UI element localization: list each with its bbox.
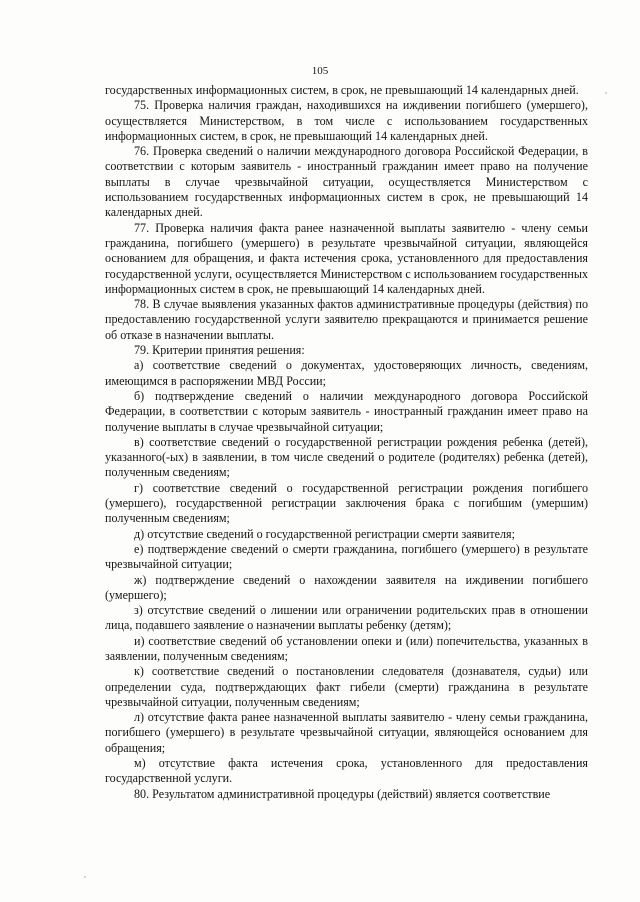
paragraph-78: 78. В случае выявления указанных фактов административные процедуры (действия) по предоставлению государственной услуги заявителю прекращаются и принимается решение об отказе в назначении выплаты. <box>105 297 588 342</box>
criterion-g: г) соответствие сведений о государственной регистрации рождения погибшего (умершего), государственной регистрации заключения брака с погибшим (умершим) полученным сведениям; <box>105 480 588 526</box>
criterion-b: б) подтверждение сведений о наличии международного договора Российской Федерации, в соответствии с которым заявитель - иностранный гражданин имеет право на получение выплаты в случае чрезвычайной ситуации; <box>105 388 588 434</box>
criterion-v: в) соответствие сведений о государственной регистрации рождения ребенка (детей), указанного(-ых) в заявлении, в том числе сведений о родителе (родителях) ребенка (детей), полученным сведениям; <box>105 434 588 480</box>
paragraph-76: 76. Проверка сведений о наличии международного договора Российской Федерации, в соответствии с которым заявитель - иностранный гражданин имеет право на получение выплаты в случае чрезвычайной ситуации, осуществляется Министерством с использованием государственных информационных систем в срок, не превышающий 14 календарных дней. <box>105 144 588 220</box>
page-number: 105 <box>311 65 329 77</box>
paragraph-continuation: государственных информационных систем, в срок, не превышающий 14 календарных дней. <box>105 83 579 97</box>
paragraph-77: 77. Проверка наличия факта ранее назначенной выплаты заявителю - члену семьи гражданина, погибшего (умершего) в результате чрезвычайной ситуации, являющейся основанием для обращения, и факта истечения срока, установленного для предоставления государственной услуги, осуществляется Министерством с использованием государственных информационных систем в срок, не превышающий 14 календарных дней. <box>105 220 588 296</box>
criterion-l: л) отсутствие факта ранее назначенной выплаты заявителю - члену семьи гражданина, погибшего (умершего) в результате чрезвычайной ситуации, являющейся основанием для обращения; <box>105 710 588 755</box>
criterion-zh: ж) подтверждение сведений о нахождении заявителя на иждивении погибшего (умершего); <box>105 572 588 602</box>
criterion-e: е) подтверждение сведений о смерти гражданина, погибшего (умершего) в результате чрезвычайной ситуации; <box>105 541 588 572</box>
criterion-k: к) соответствие сведений о постановлении следователя (дознавателя, судьи) или определении суда, подтверждающих факт гибели (смерти) гражданина в результате чрезвычайной ситуации, полученным сведениям; <box>105 664 588 709</box>
criterion-a: а) соответствие сведений о документах, удостоверяющих личность, сведениям, имеющимся в распоряжении МВД России; <box>105 358 588 388</box>
document-body <box>105 83 588 802</box>
scan-speck <box>605 92 607 94</box>
criterion-i: и) соответствие сведений об установлении опеки и (или) попечительства, указанных в заявлении, полученным сведениям; <box>105 633 588 663</box>
paragraph-80: 80. Результатом административной процедуры (действий) является соответствие <box>134 786 551 801</box>
criterion-z: з) отсутствие сведений о лишении или ограничении родительских прав в отношении лица, подавшего заявление о назначении выплаты ребенку (детям); <box>105 603 588 633</box>
paragraph-79: 79. Критерии принятия решения: <box>134 343 305 358</box>
scan-speck <box>84 876 86 878</box>
criterion-d: д) отсутствие сведений о государственной регистрации смерти заявителя; <box>134 526 515 541</box>
paragraph-75: 75. Проверка наличия граждан, находившихся на иждивении погибшего (умершего), осуществляется Министерством, в том числе с использованием государственных информационных систем, в срок, не превышающий 14 календарных дней. <box>105 98 588 143</box>
criterion-m: м) отсутствие факта истечения срока, установленного для предоставления государственной услуги. <box>105 756 588 786</box>
